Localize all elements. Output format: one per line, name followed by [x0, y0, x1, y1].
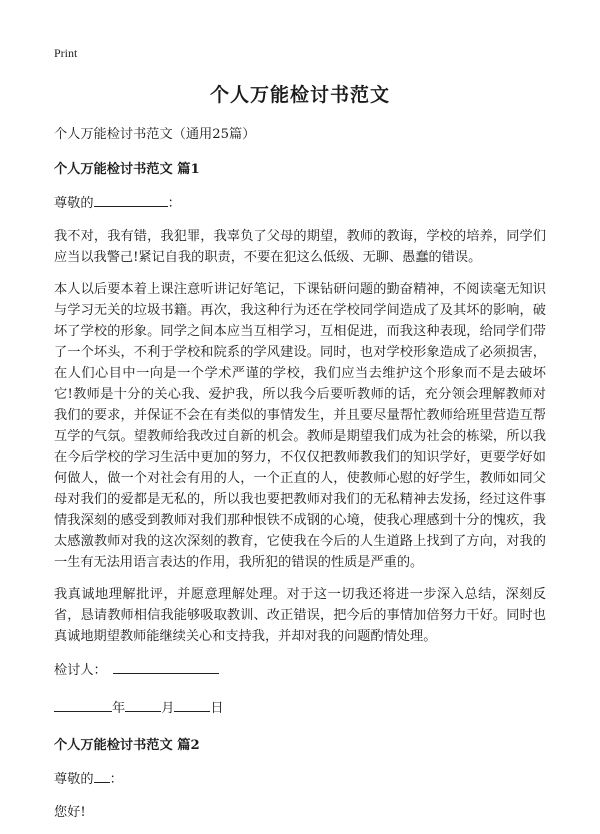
print-link[interactable]: Print	[54, 46, 78, 60]
section-heading: 个人万能检讨书范文 篇1	[54, 162, 200, 177]
paragraph: 我不对，我有错，我犯罪，我辜负了父母的期望，教师的教诲，学校的培养，同学们应当以我警己!紧记自我的职责，不要在犯这么低级、无聊、愚蠢的错误。	[54, 229, 546, 265]
paragraph: 本人以后要本着上课注意听讲记好笔记，下课钻研问题的勤奋精神，不阅读毫无知识与学习无关的垃圾书籍。再次，我这种行为还在学校同学间造成了及其坏的影响，破坏了学校的形象。同学之间本应当互相学习，互相促进，而我这种表现，给同学们带了一个坏头，不利于学校和院系的学风建设。同时，也对学校形象造成了必须损害，在人们心目中一向是一个学术严谨的学校，我们应当去维护这个形象而不是去破坏它!教师是十分的关心我、爱护我，所以我今后要听教师的话，充分领会理解教师对我们的要求，并保证不会在有类似的事情发生，并且要尽量帮忙教师给班里营造互帮互学的气氛。望教师给我改过自新的机会。教师是期望我们成为社会的栋梁，所以我在今后学校的学习生活中更加的努力，不仅仅把教师教我们的知识学好，更要学好如何做人，做一个对社会有用的人，一个正直的人，使教师心慰的好学生，教师如同父母对我们的爱都是无私的，所以我也要把教师对我们的无私精神去发扬，经过这件事情我深刻的感受到教师对我们那种恨铁不成钢的心境，使我心理感到十分的愧疚，我太感激教师对我的这次深刻的教育，它使我在今后的人生道路上找到了方向，对我的一生有无法用语言表达的作用，我所犯的错误的性质是严重的。	[54, 282, 546, 570]
signer-line	[54, 659, 546, 681]
salutation-blank	[94, 192, 168, 207]
document-subtitle: 个人万能检讨书范文（通用25篇）	[54, 127, 256, 142]
signer-label: 检讨人：	[54, 663, 107, 678]
salutation-line	[54, 768, 546, 790]
salutation-suffix: ：	[109, 772, 123, 787]
section-1	[54, 159, 546, 719]
year-label: 年	[112, 701, 126, 716]
document-body	[54, 124, 546, 834]
year-blank	[54, 697, 112, 712]
section-heading: 个人万能检讨书范文 篇2	[54, 738, 200, 753]
salutation-suffix: ：	[167, 196, 181, 211]
salutation-prefix: 尊敬的	[54, 196, 94, 211]
day-label: 日	[210, 701, 224, 716]
signer-blank	[113, 659, 219, 674]
greeting: 您好!	[54, 805, 86, 820]
section-2	[54, 735, 546, 823]
salutation-line	[54, 192, 546, 214]
salutation-blank	[94, 768, 110, 783]
salutation-prefix: 尊敬的	[54, 772, 94, 787]
day-blank	[174, 697, 210, 712]
paragraph: 我真诚地理解批评，并愿意理解处理。对于这一切我还将进一步深入总结，深刻反省，恳请教师相信我能够吸取教训、改正错误，把今后的事情加倍努力干好。同时也真诚地期望教师能继续关心和支持我，并却对我的问题酌情处理。	[54, 587, 546, 644]
month-label: 月	[161, 701, 175, 716]
date-line	[54, 697, 546, 719]
month-blank	[125, 697, 161, 712]
document-title: 个人万能检讨书范文	[209, 84, 390, 106]
